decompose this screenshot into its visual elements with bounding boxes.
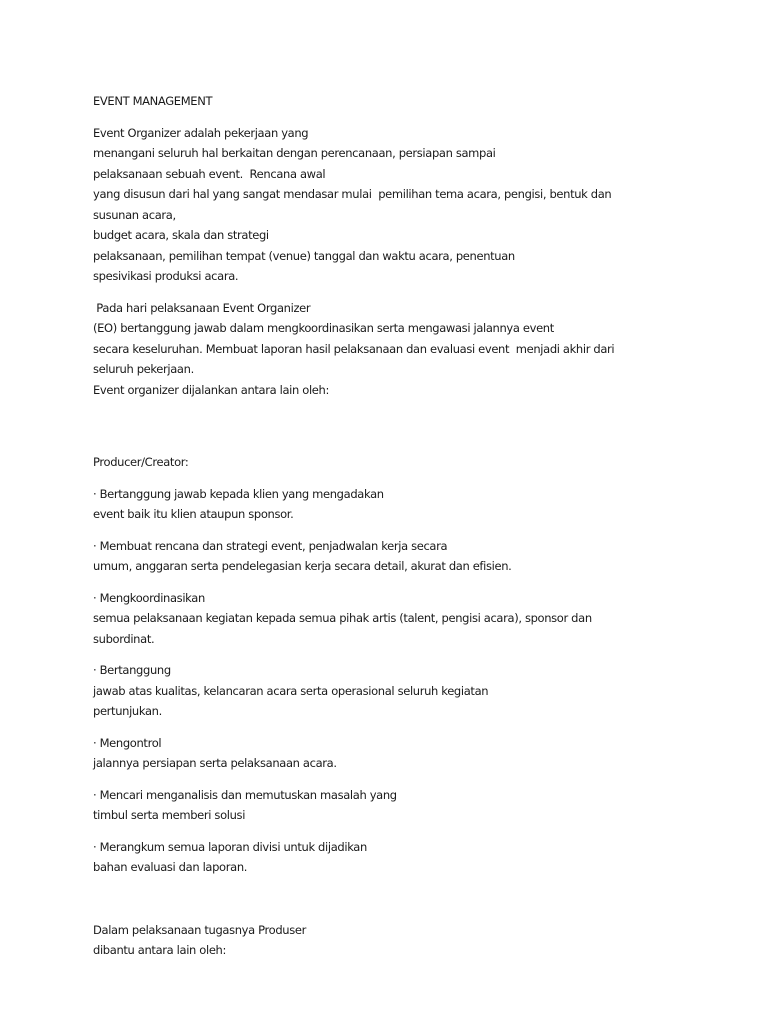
spacer [93, 411, 733, 452]
bullet-item [93, 484, 733, 525]
paragraph-line: pelaksanaan sebuah event. Rencana awal [93, 166, 326, 181]
bullet-item [93, 785, 733, 826]
bullet-line: · Bertanggung [93, 663, 171, 677]
bullet-line: · Membuat rencana dan strategi event, penjadwalan kerja secara [93, 538, 448, 553]
paragraph-line: pelaksanaan, pemilihan tempat (venue) tanggal dan waktu acara, penentuan [93, 248, 515, 263]
document-body [93, 91, 733, 972]
bullet-item [93, 588, 733, 650]
bullet-line: jawab atas kualitas, kelancaran acara serta operasional seluruh kegiatan [93, 683, 489, 698]
bullet-line: bahan evaluasi dan laporan. [93, 860, 248, 874]
bullet-line: · Mengontrol [93, 735, 162, 750]
bullet-line: · Merangkum semua laporan divisi untuk dijadikan [93, 839, 367, 854]
paragraph-line: seluruh pekerjaan. [93, 362, 194, 376]
bullet-line: subordinat. [93, 631, 155, 646]
bullet-item [93, 536, 733, 577]
bullet-line: pertunjukan. [93, 704, 162, 718]
closing-paragraph [93, 920, 733, 961]
paragraph-line: secara keseluruhan. Membuat laporan hasil pelaksanaan dan evaluasi event menjadi akhir dari [93, 341, 615, 356]
bullet-item [93, 660, 733, 722]
section-heading: Producer/Creator: [93, 455, 189, 469]
bullet-line: umum, anggaran serta pendelegasian kerja secara detail, akurat dan efisien. [93, 559, 512, 573]
paragraph-line: spesivikasi produksi acara. [93, 269, 239, 283]
bullet-line: jalannya persiapan serta pelaksanaan acara. [93, 756, 337, 770]
paragraph-line: menangani seluruh hal berkaitan dengan perencanaan, persiapan sampai [93, 146, 496, 160]
paragraph-line: susunan acara, [93, 207, 176, 222]
paragraph-line: yang disusun dari hal yang sangat mendasar mulai pemilihan tema acara, pengisi, bentuk dan [93, 187, 612, 201]
paragraph-line: Event Organizer adalah pekerjaan yang [93, 125, 309, 140]
paragraph-line: dibantu antara lain oleh: [93, 943, 227, 957]
section-heading-block [93, 452, 733, 473]
bullet-line: event baik itu klien ataupun sponsor. [93, 507, 294, 521]
document-title: EVENT MANAGEMENT [93, 94, 213, 108]
paragraph-line: budget acara, skala dan strategi [93, 228, 269, 242]
bullet-line: · Bertanggung jawab kepada klien yang mengadakan [93, 486, 384, 501]
document-title-block [93, 91, 733, 112]
bullet-line: semua pelaksanaan kegiatan kepada semua pihak artis (talent, pengisi acara), sponsor dan [93, 611, 592, 625]
bullet-line: timbul serta memberi solusi [93, 808, 246, 822]
bullet-line: · Mengkoordinasikan [93, 590, 205, 605]
second-paragraph [93, 298, 733, 401]
paragraph-line: Pada hari pelaksanaan Event Organizer [93, 300, 311, 315]
paragraph-line: (EO) bertanggung jawab dalam mengkoordinasikan serta mengawasi jalannya event [93, 321, 554, 335]
bullet-item [93, 837, 733, 878]
paragraph-line: Dalam pelaksanaan tugasnya Produser [93, 922, 306, 937]
bullet-line: · Mencari menganalisis dan memutuskan masalah yang [93, 787, 397, 802]
spacer [93, 889, 733, 920]
bullet-item [93, 733, 733, 774]
intro-paragraph [93, 123, 733, 287]
paragraph-line: Event organizer dijalankan antara lain oleh: [93, 382, 329, 397]
